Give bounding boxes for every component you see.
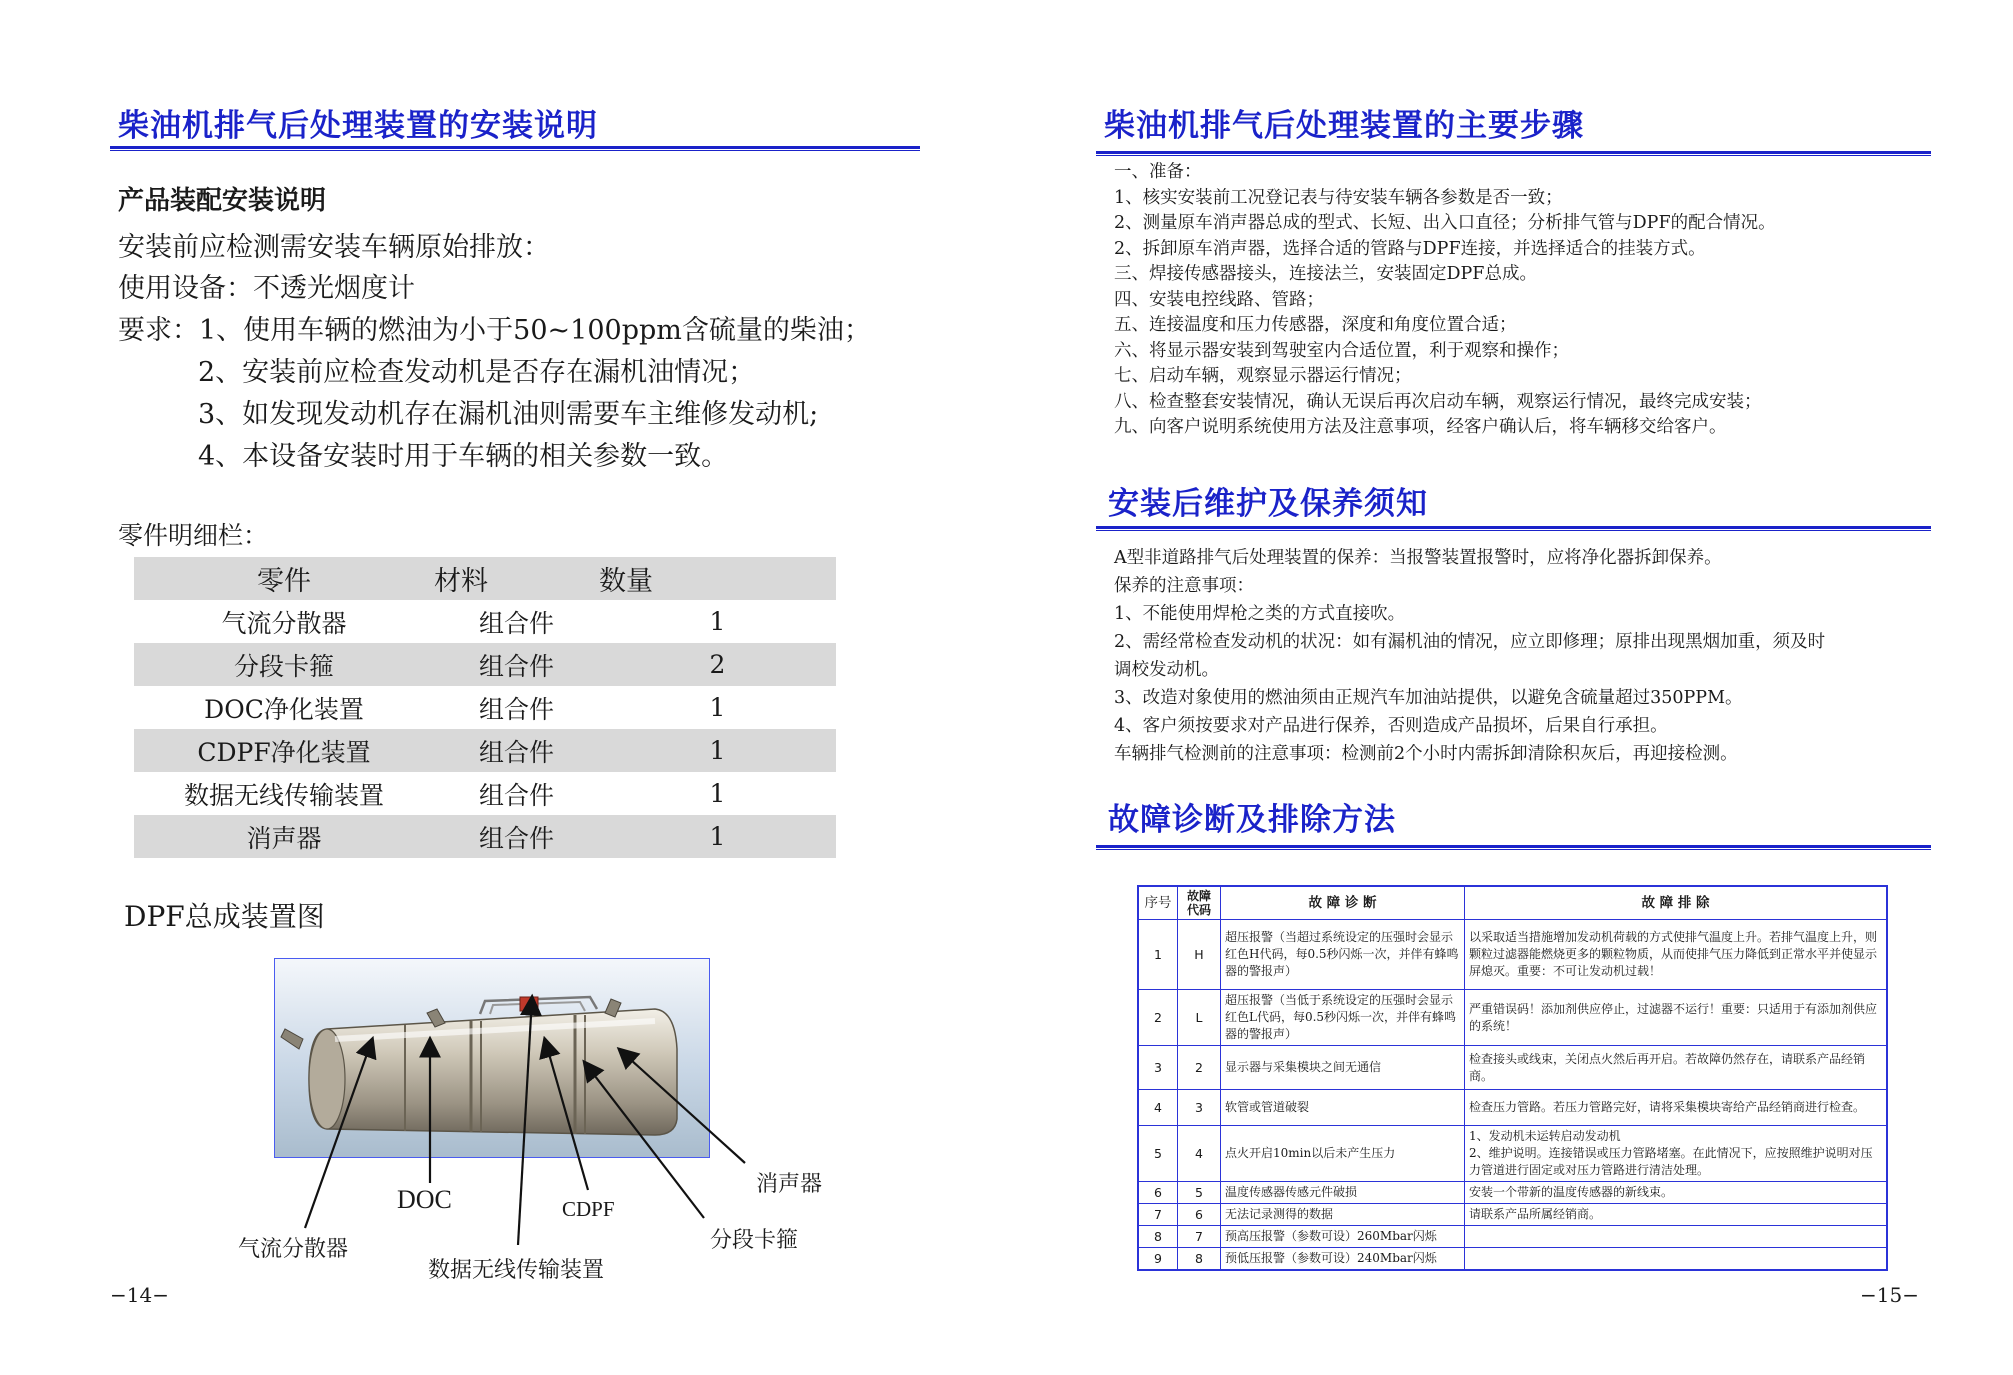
fault-no: 6	[1138, 1182, 1178, 1204]
header-material: 材料	[434, 557, 599, 600]
fault-code: 7	[1178, 1226, 1221, 1248]
fault-no: 1	[1138, 920, 1178, 990]
fault-diagnosis: 超压报警（当低于系统设定的压强时会显示红色L代码，每0.5秒闪烁一次，并伴有蜂鸣器的警报声）	[1221, 990, 1465, 1046]
step-item: 八、检查整套安装情况，确认无误后再次启动车辆，观察运行情况，最终完成安装；	[1114, 391, 1762, 412]
fault-diagnosis: 无法记录测得的数据	[1221, 1204, 1465, 1226]
step-item: 四、安装电控线路、管路；	[1114, 289, 1324, 310]
header-qty: 数量	[599, 557, 836, 600]
part-material: 组合件	[478, 780, 554, 810]
fault-no: 7	[1138, 1204, 1178, 1226]
diagram-title: DPF总成装置图	[124, 900, 325, 933]
fault-solution	[1465, 1226, 1888, 1248]
maintenance-item: 调校发动机。	[1114, 660, 1219, 680]
fault-no: 8	[1138, 1226, 1178, 1248]
part-material: 组合件	[478, 608, 554, 638]
page-number: −15−	[1860, 1283, 1919, 1307]
fault-code: 2	[1178, 1046, 1221, 1090]
maintenance-item: 4、客户须按要求对产品进行保养，否则造成产品损坏，后果自行承担。	[1114, 716, 1668, 736]
fault-table-header	[1138, 886, 1887, 920]
callout-arrows	[0, 0, 1006, 1375]
table-row	[1138, 1204, 1887, 1226]
fault-diagnosis: 点火开启10min以后未产生压力	[1221, 1126, 1465, 1182]
part-qty: 1	[709, 779, 726, 808]
header-solution: 故 障 排 除	[1465, 886, 1888, 920]
page-title: 柴油机排气后处理装置的安装说明	[118, 108, 598, 144]
label-doc: DOC	[397, 1185, 452, 1214]
part-name: CDPF净化装置	[134, 729, 434, 772]
fault-diagnosis: 显示器与采集模块之间无通信	[1221, 1046, 1465, 1090]
part-name: 气流分散器	[221, 608, 347, 638]
table-row	[1138, 1126, 1887, 1182]
subtitle: 产品装配安装说明	[118, 186, 327, 216]
fault-no: 5	[1138, 1126, 1178, 1182]
step-item: 五、连接温度和压力传感器，深度和角度位置合适；	[1114, 315, 1517, 335]
part-qty: 1	[709, 607, 726, 636]
step-item: 三、焊接传感器接头，连接法兰，安装固定DPF总成。	[1114, 264, 1537, 284]
fault-code: 4	[1178, 1126, 1221, 1182]
part-name: DOC净化装置	[204, 694, 364, 724]
page-number: −14−	[110, 1283, 169, 1307]
step-item: 九、向客户说明系统使用方法及注意事项，经客户确认后，将车辆移交给客户。	[1114, 417, 1727, 437]
table-row	[1138, 1046, 1887, 1090]
part-material: 组合件	[434, 643, 599, 686]
maintenance-item: 保养的注意事项：	[1114, 576, 1254, 596]
part-material: 组合件	[434, 815, 599, 858]
requirement-line-4: 4、本设备安装时用于车辆的相关参数一致。	[198, 441, 729, 472]
fault-diagnosis: 预高压报警（参数可设）260Mbar闪烁	[1221, 1226, 1465, 1248]
step-item: 2、测量原车消声器总成的型式、长短、出入口直径；分析排气管与DPF的配合情况。	[1114, 213, 1776, 233]
fault-solution: 严重错误码！添加剂供应停止，过滤器不运行！重要：只适用于有添加剂供应的系统！	[1465, 990, 1888, 1046]
fault-solution: 以采取适当措施增加发动机荷载的方式使排气温度上升。若排气温度上升，则颗粒过滤器能燃烧更多的颗粒物质，从而使排气压力降低到正常水平并使显示屏熄灭。重要：不可让发动机过载！	[1465, 920, 1888, 990]
fault-no: 4	[1138, 1090, 1178, 1126]
steps-list	[1114, 160, 1776, 441]
table-row	[1138, 1248, 1887, 1271]
part-name: 分段卡箍	[134, 643, 434, 686]
part-name: 数据无线传输装置	[183, 780, 384, 810]
steps-title: 柴油机排气后处理装置的主要步骤	[1104, 108, 1584, 144]
step-item: 六、将显示器安装到驾驶室内合适位置，利于观察和操作；	[1114, 340, 1569, 361]
fault-diagnosis: 温度传感器传感元件破损	[1221, 1182, 1465, 1204]
steps-rule	[1096, 151, 1931, 156]
table-row	[1138, 990, 1887, 1046]
parts-heading: 零件明细栏：	[118, 521, 269, 550]
part-qty: 1	[709, 693, 726, 722]
requirement-line-2: 2、安装前应检查发动机是否存在漏机油情况；	[198, 357, 756, 388]
maintenance-item: 1、不能使用焊枪之类的方式直接吹。	[1114, 604, 1406, 624]
table-row	[1138, 1226, 1887, 1248]
part-qty: 1	[599, 815, 836, 858]
fault-table	[1137, 885, 1888, 1271]
fault-no: 9	[1138, 1248, 1178, 1271]
header-code: 故障代码	[1178, 886, 1221, 920]
table-row	[1138, 1182, 1887, 1204]
fault-solution: 安装一个带新的温度传感器的新线束。	[1465, 1182, 1888, 1204]
step-item: 一、准备：	[1114, 162, 1202, 182]
fault-code: 5	[1178, 1182, 1221, 1204]
label-clamp: 分段卡箍	[710, 1228, 799, 1253]
header-diagnosis: 故 障 诊 断	[1221, 886, 1465, 920]
label-cdpf: CDPF	[562, 1197, 615, 1221]
part-name: 消声器	[134, 815, 434, 858]
fault-solution: 检查接头或线束，关闭点火然后再开启。若故障仍然存在，请联系产品经销商。	[1465, 1046, 1888, 1090]
part-qty: 2	[599, 643, 836, 686]
fault-code: 6	[1178, 1204, 1221, 1226]
part-material: 组合件	[434, 729, 599, 772]
equipment-line: 使用设备：不透光烟度计	[118, 273, 415, 304]
part-qty: 1	[599, 729, 836, 772]
fault-code: 8	[1178, 1248, 1221, 1271]
fault-diagnosis: 软管或管道破裂	[1221, 1090, 1465, 1126]
fault-rule	[1096, 845, 1931, 850]
left-page	[0, 0, 1006, 1375]
maintenance-title: 安装后维护及保养须知	[1108, 486, 1428, 522]
fault-code: H	[1178, 920, 1221, 990]
maintenance-list	[1114, 544, 1825, 768]
table-row	[1138, 1090, 1887, 1126]
fault-solution: 检查压力管路。若压力管路完好，请将采集模块寄给产品经销商进行检查。	[1465, 1090, 1888, 1126]
step-item: 七、启动车辆，观察显示器运行情况；	[1114, 366, 1412, 386]
fault-no: 3	[1138, 1046, 1178, 1090]
requirement-line-1: 要求：1、使用车辆的燃油为小于50~100ppm含硫量的柴油；	[118, 315, 871, 346]
fault-diagnosis: 超压报警（当超过系统设定的压强时会显示红色H代码，每0.5秒闪烁一次，并伴有蜂鸣器的警报声）	[1221, 920, 1465, 990]
fault-solution	[1465, 1248, 1888, 1271]
part-material: 组合件	[478, 694, 554, 724]
header-no: 序号	[1138, 886, 1178, 920]
fault-title: 故障诊断及排除方法	[1108, 802, 1396, 838]
fault-no: 2	[1138, 990, 1178, 1046]
fault-code: 3	[1178, 1090, 1221, 1126]
header-part: 零件	[134, 557, 434, 600]
requirement-line-3: 3、如发现发动机存在漏机油则需要车主维修发动机;	[198, 399, 819, 430]
fault-solution: 1、发动机未运转启动发动机 2、维护说明。连接错误或压力管路堵塞。在此情况下，应按照维护说明对压力管道进行固定或对压力管路进行清洁处理。	[1465, 1126, 1888, 1182]
fault-diagnosis: 预低压报警（参数可设）240Mbar闪烁	[1221, 1248, 1465, 1271]
maintenance-item: A型非道路排气后处理装置的保养：当报警装置报警时，应将净化器拆卸保养。	[1114, 548, 1722, 568]
label-muffler: 消声器	[756, 1172, 823, 1197]
step-item: 1、核实安装前工况登记表与待安装车辆各参数是否一致；	[1114, 187, 1563, 208]
maintenance-item: 3、改造对象使用的燃油须由正规汽车加油站提供，以避免含硫量超过350PPM。	[1114, 688, 1743, 708]
intro-line: 安装前应检测需安装车辆原始排放：	[118, 232, 550, 263]
maintenance-rule	[1096, 526, 1931, 531]
label-diffuser: 气流分散器	[238, 1237, 349, 1262]
step-item: 2、拆卸原车消声器，选择合适的管路与DPF连接，并选择适合的挂装方式。	[1114, 238, 1706, 259]
maintenance-item: 车辆排气检测前的注意事项：检测前2个小时内需拆卸清除积灰后，再迎接检测。	[1114, 744, 1738, 764]
fault-code: L	[1178, 990, 1221, 1046]
maintenance-item: 2、需经常检查发动机的状况：如有漏机油的情况，应立即修理；原排出现黑烟加重，须及时	[1114, 632, 1826, 652]
table-row	[1138, 920, 1887, 990]
fault-solution: 请联系产品所属经销商。	[1465, 1204, 1888, 1226]
label-wireless: 数据无线传输装置	[428, 1258, 605, 1283]
